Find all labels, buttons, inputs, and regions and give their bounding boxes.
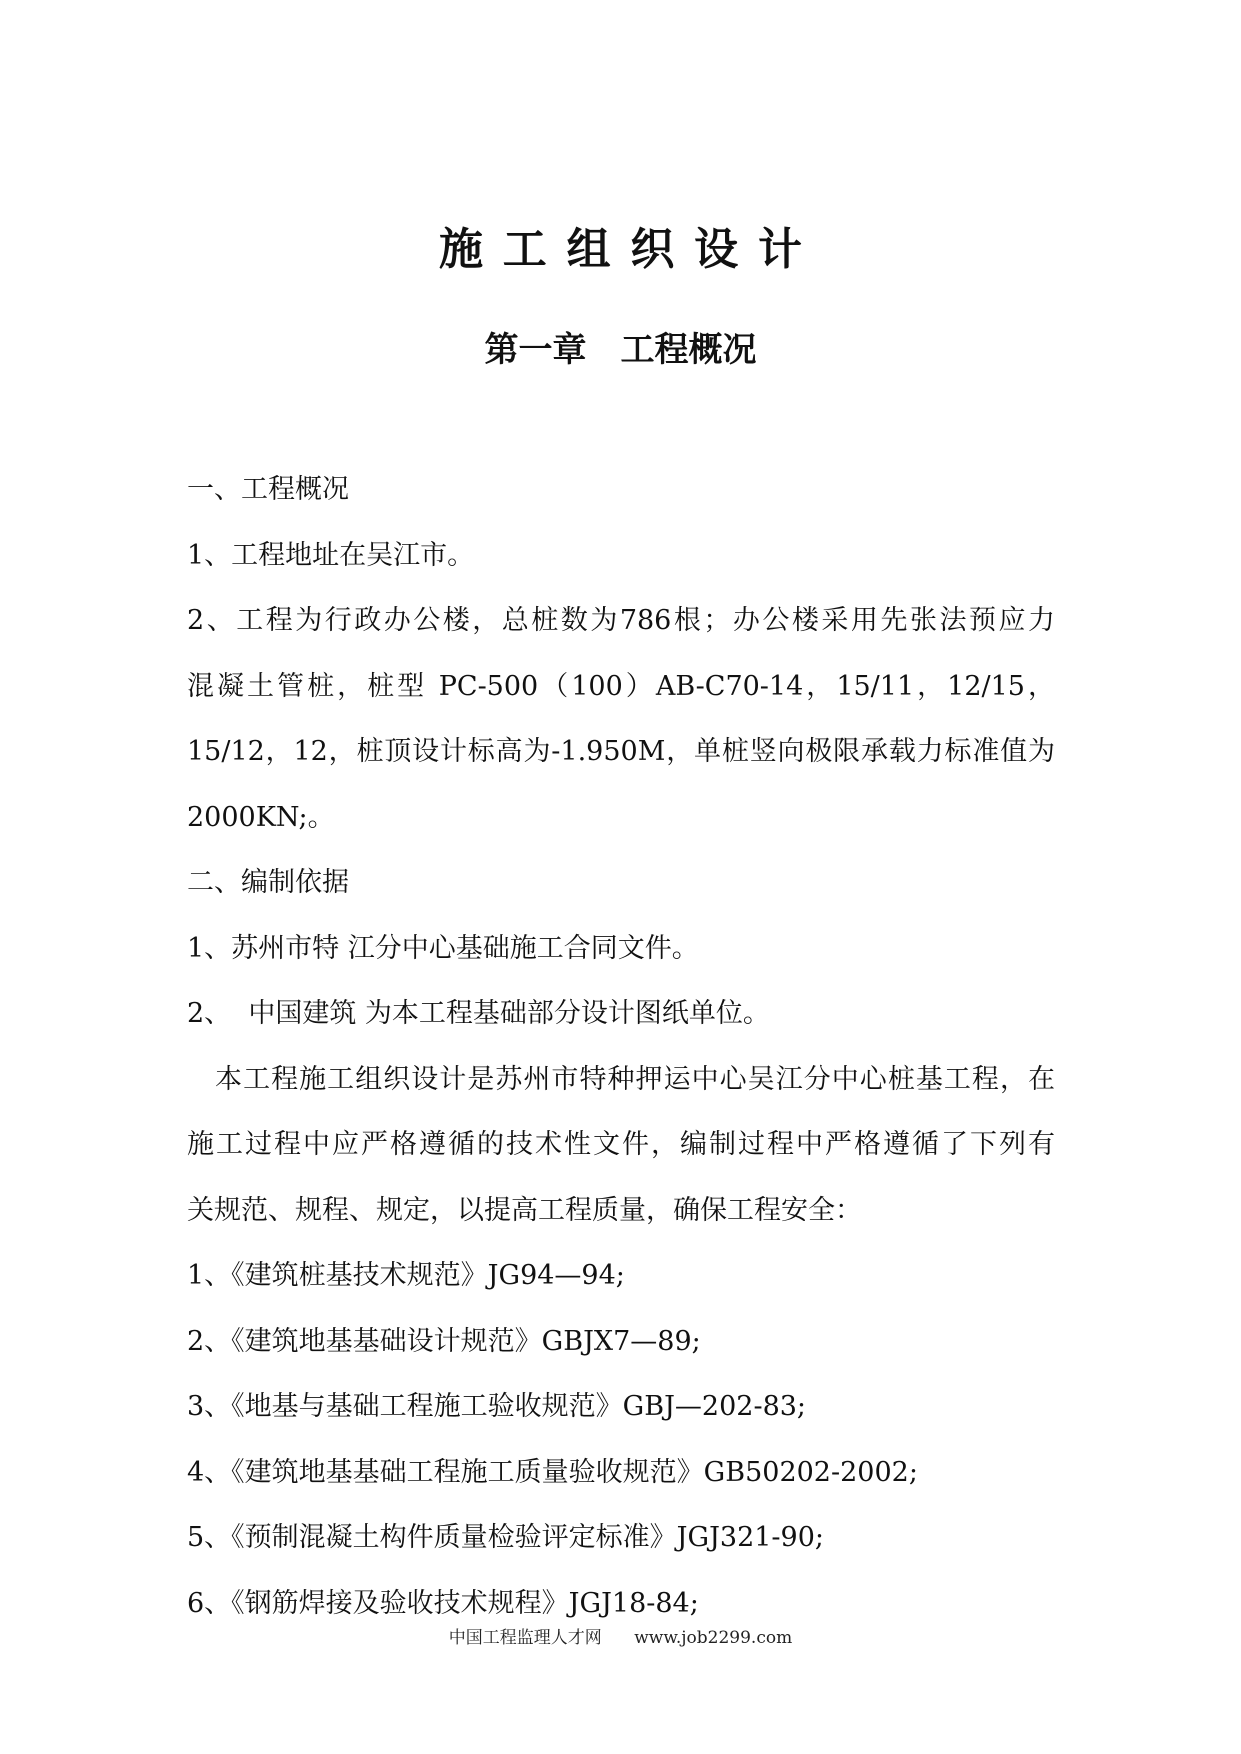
body-line: 混凝土管桩，桩型 PC-500（100）AB-C70-14，15/11，12/15， xyxy=(187,670,1055,702)
section-heading-basis: 二、编制依据 xyxy=(187,867,349,898)
body-line: 关规范、规程、规定，以提高工程质量，确保工程安全： xyxy=(187,1194,862,1226)
footer-url[interactable]: www.job2299.com xyxy=(634,1628,793,1648)
standard-item: 6、《钢筋焊接及验收技术规程》JGJ18-84; xyxy=(187,1587,699,1619)
body-line: 施工过程中应严格遵循的技术性文件，编制过程中严格遵循了下列有 xyxy=(187,1129,1055,1160)
body-line: 2、 中国建筑 为本工程基础部分设计图纸单位。 xyxy=(187,998,770,1029)
standard-item: 3、《地基与基础工程施工验收规范》GBJ—202-83; xyxy=(187,1391,807,1422)
footer-site-name: 中国工程监理人才网 xyxy=(448,1628,602,1648)
section-heading-overview: 一、工程概况 xyxy=(187,474,349,505)
page-footer xyxy=(0,1626,1241,1650)
chapter-heading xyxy=(0,326,1241,374)
body-line: 2、工程为行政办公楼，总桩数为786根；办公楼采用先张法预应力 xyxy=(187,605,1055,636)
body-line: 2000KN;。 xyxy=(187,801,335,833)
body-line: 15/12，12，桩顶设计标高为-1.950M，单桩竖向极限承载力标准值为 xyxy=(187,736,1055,767)
body-line: 本工程施工组织设计是苏州市特种押运中心吴江分中心桩基工程，在 xyxy=(187,1063,1055,1095)
body-line: 1、工程地址在吴江市。 xyxy=(187,539,475,571)
document-title: 施工组织设计 xyxy=(438,224,822,275)
standard-item: 5、《预制混凝土构件质量检验评定标准》JGJ321-90; xyxy=(187,1522,825,1553)
chapter-heading-text: 第一章 工程概况 xyxy=(484,330,757,370)
standard-item: 1、《建筑桩基技术规范》JG94—94; xyxy=(187,1260,625,1291)
document-body xyxy=(187,457,1055,1636)
standard-item: 4、《建筑地基基础工程施工质量验收规范》GB50202-2002; xyxy=(187,1456,918,1488)
standard-item: 2、《建筑地基基础设计规范》GBJX7—89; xyxy=(187,1325,701,1357)
body-line: 1、苏州市特 江分中心基础施工合同文件。 xyxy=(187,932,699,964)
